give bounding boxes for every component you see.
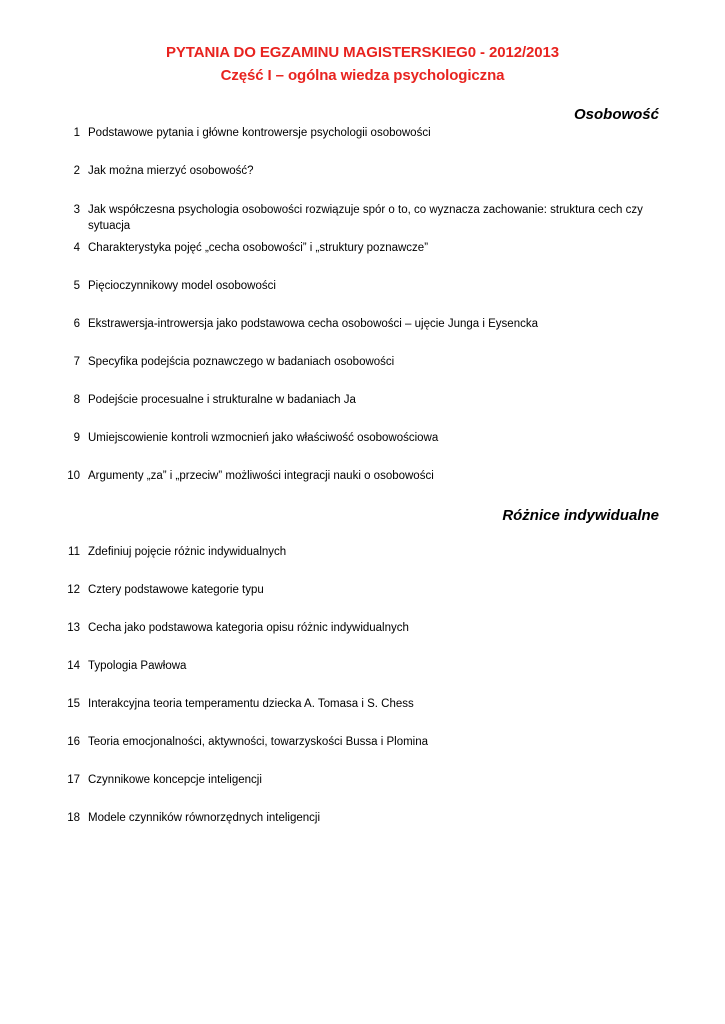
document-title: PYTANIA DO EGZAMINU MAGISTERSKIEG0 - 2012/2013 [166,44,559,61]
section-heading-osobowosc: Osobowość [573,106,659,123]
question-text: Jak można mierzyć osobowość? [88,165,254,177]
question-number: 9 [73,432,80,444]
question-number: 18 [67,812,80,824]
question-text: Teoria emocjonalności, aktywności, towarzyskości Bussa i Plomina [88,736,429,748]
question-text: Ekstrawersja-introwersja jako podstawowa cecha osobowości – ujęcie Junga i Eysencka [88,318,538,330]
question-number: 10 [67,470,80,482]
question-number: 12 [67,584,80,596]
question-number: 15 [67,698,80,710]
document-subtitle: Część I – ogólna wiedza psychologiczna [220,67,505,84]
question-text: Czynnikowe koncepcje inteligencji [88,774,262,786]
question-text: Podejście procesualne i strukturalne w badaniach Ja [88,394,356,406]
question-number: 11 [68,546,80,558]
question-text: Interakcyjna teoria temperamentu dziecka A. Tomasa i S. Chess [88,698,414,710]
question-text: Charakterystyka pojęć „cecha osobowości” i „struktury poznawcze” [88,242,429,254]
question-text: Umiejscowienie kontroli wzmocnień jako właściwość osobowościowa [88,432,439,444]
question-number: 14 [67,660,80,672]
section-heading-roznice-indywidualne: Różnice indywidualne [502,507,659,524]
question-text: Argumenty „za” i „przeciw” możliwości integracji nauki o osobowości [88,470,434,482]
question-number: 17 [67,774,80,786]
question-text: Cztery podstawowe kategorie typu [88,584,264,596]
question-text: Jak współczesna psychologia osobowości rozwiązuje spór o to, co wyznacza zachowanie: struktura cech czy sytuacja [88,204,643,232]
question-text: Pięcioczynnikowy model osobowości [88,280,276,292]
question-text: Cecha jako podstawowa kategoria opisu różnic indywidualnych [88,622,409,634]
question-number: 2 [73,165,80,177]
question-number: 8 [73,394,80,406]
question-text: Specyfika podejścia poznawczego w badaniach osobowości [88,356,395,368]
question-number: 16 [67,736,80,748]
question-number: 4 [73,242,80,254]
question-number: 3 [73,204,80,216]
question-text: Typologia Pawłowa [88,660,187,672]
question-text: Modele czynników równorzędnych inteligencji [88,812,321,824]
question-text: Zdefiniuj pojęcie różnic indywidualnych [88,546,287,558]
question-number: 6 [73,318,80,330]
question-number: 5 [73,280,80,292]
question-number: 13 [67,622,80,634]
question-text: Podstawowe pytania i główne kontrowersje psychologii osobowości [88,127,431,139]
question-number: 7 [73,356,80,368]
question-number: 1 [73,127,80,139]
